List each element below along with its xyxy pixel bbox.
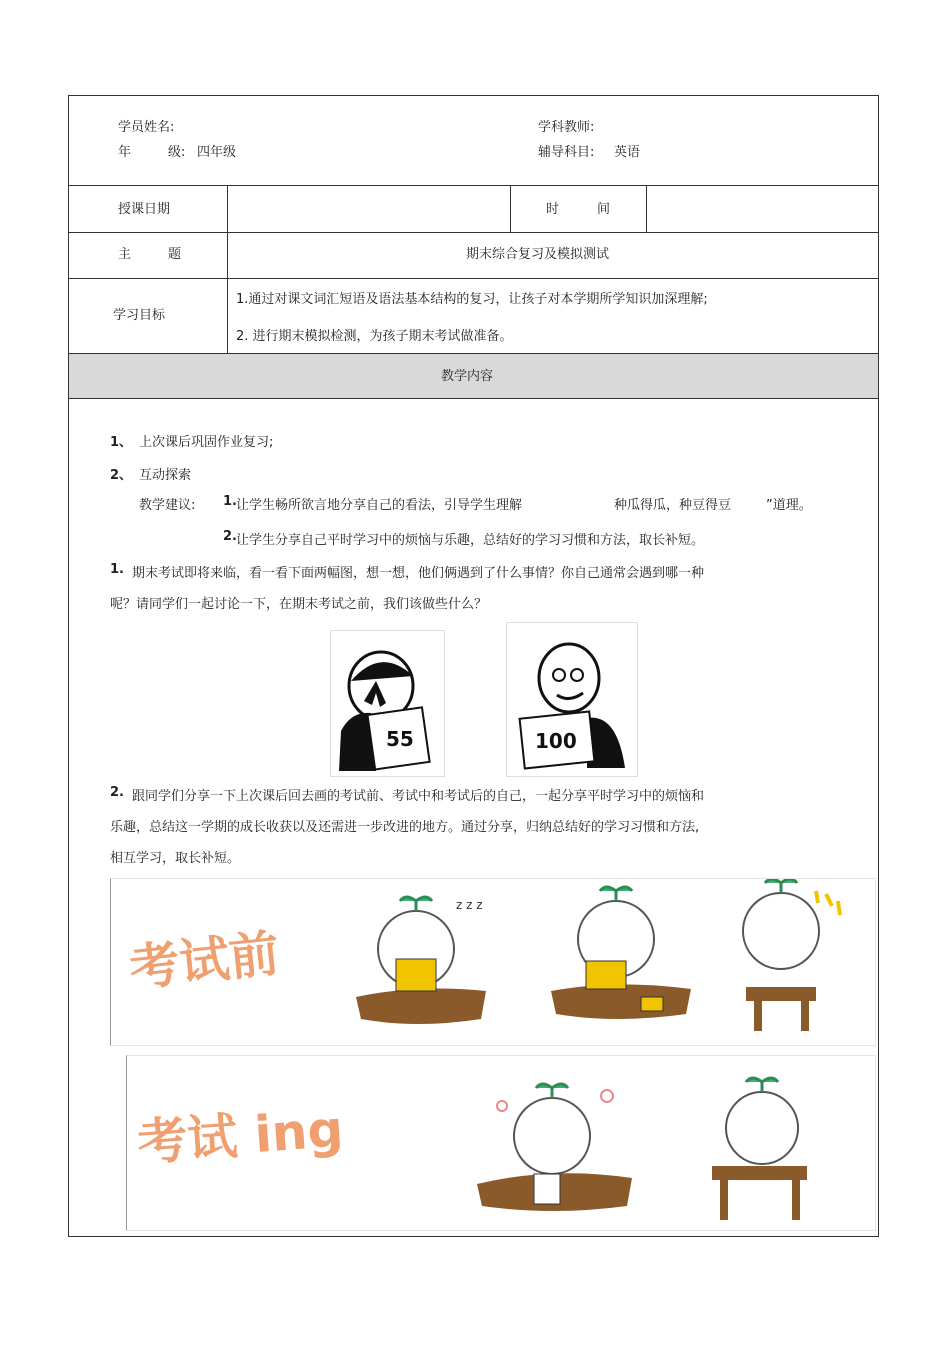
teacher-label: 学科教师: bbox=[538, 120, 595, 135]
time-label-a: 时 bbox=[546, 202, 560, 217]
grade-value: 四年级 bbox=[197, 145, 237, 160]
happy-student-illustration bbox=[506, 622, 638, 777]
time-label-b: 间 bbox=[597, 202, 611, 217]
item-2-text: 互动探索 bbox=[139, 468, 192, 483]
column-divider bbox=[646, 185, 647, 232]
suggestion-2-number: 2. bbox=[223, 529, 237, 544]
column-divider bbox=[227, 185, 228, 353]
table-divider bbox=[68, 232, 879, 233]
goal-item-1: 1.通过对课文词汇短语及语法基本结构的复习，让孩子对本学期所学知识加深理解; bbox=[236, 292, 708, 307]
item-1-number: 1、 bbox=[110, 435, 133, 450]
during-exam-banner bbox=[126, 1055, 876, 1231]
student-name-label: 学员姓名: bbox=[118, 120, 175, 135]
question-2-line-1: 跟同学们分享一下上次课后回去画的考试前、考试中和考试后的自己，一起分享平时学习中的烦恼和 bbox=[132, 789, 705, 804]
svg-text:z z z: z z z bbox=[456, 898, 483, 912]
suggestion-1-number: 1. bbox=[223, 494, 237, 509]
score-100-text: 100 bbox=[535, 729, 577, 753]
item-1-text: 上次课后巩固作业复习; bbox=[139, 435, 274, 450]
item-2-number: 2、 bbox=[110, 468, 133, 483]
suggestion-1-end: ”道理。 bbox=[766, 498, 812, 513]
suggestion-2-text: 让学生分享自己平时学习中的烦恼与乐趣，总结好的学习习惯和方法，取长补短。 bbox=[236, 533, 705, 548]
topic-value: 期末综合复习及模拟测试 bbox=[466, 247, 610, 262]
goal-label: 学习目标 bbox=[113, 308, 166, 323]
column-divider bbox=[510, 185, 511, 232]
table-divider bbox=[68, 278, 879, 279]
question-1-line-1: 期末考试即将来临，看一看下面两幅图，想一想，他们俩遇到了什么事情？你自己通常会遇到哪一种 bbox=[132, 566, 705, 581]
question-1-line-2: 呢？请同学们一起讨论一下，在期末考试之前，我们该做些什么？ bbox=[110, 597, 488, 612]
table-divider bbox=[68, 185, 879, 186]
before-exam-banner bbox=[110, 878, 876, 1046]
worried-student-illustration bbox=[330, 630, 445, 777]
subject-label: 辅导科目: bbox=[538, 145, 595, 160]
question-2-number: 2. bbox=[110, 785, 124, 800]
question-1-number: 1. bbox=[110, 562, 124, 577]
content-header: 教学内容 bbox=[441, 369, 494, 384]
during-exam-title: 考试 ing bbox=[135, 1099, 345, 1173]
score-55-text: 55 bbox=[386, 727, 414, 751]
suggestion-1-quote: 种瓜得瓜，种豆得豆 bbox=[614, 498, 732, 513]
table-divider bbox=[68, 398, 879, 399]
suggestion-label: 教学建议: bbox=[139, 498, 196, 513]
goal-item-2: 2. 进行期末模拟检测，为孩子期末考试做准备。 bbox=[236, 329, 513, 344]
date-label: 授课日期 bbox=[118, 202, 171, 217]
topic-label-b: 题 bbox=[168, 247, 182, 262]
grade-label-a: 年 bbox=[118, 145, 132, 160]
subject-value: 英语 bbox=[614, 145, 641, 160]
question-2-line-2: 乐趣，总结这一学期的成长收获以及还需进一步改进的地方。通过分享，归纳总结好的学习习惯和方法, bbox=[110, 820, 700, 835]
question-2-line-3: 相互学习，取长补短。 bbox=[110, 851, 241, 866]
topic-label-a: 主 bbox=[118, 247, 132, 262]
grade-label-b: 级: bbox=[168, 145, 186, 160]
before-exam-title: 考试前 bbox=[126, 924, 283, 998]
suggestion-1-text: 让学生畅所欲言地分享自己的看法，引导学生理解 bbox=[236, 498, 523, 513]
